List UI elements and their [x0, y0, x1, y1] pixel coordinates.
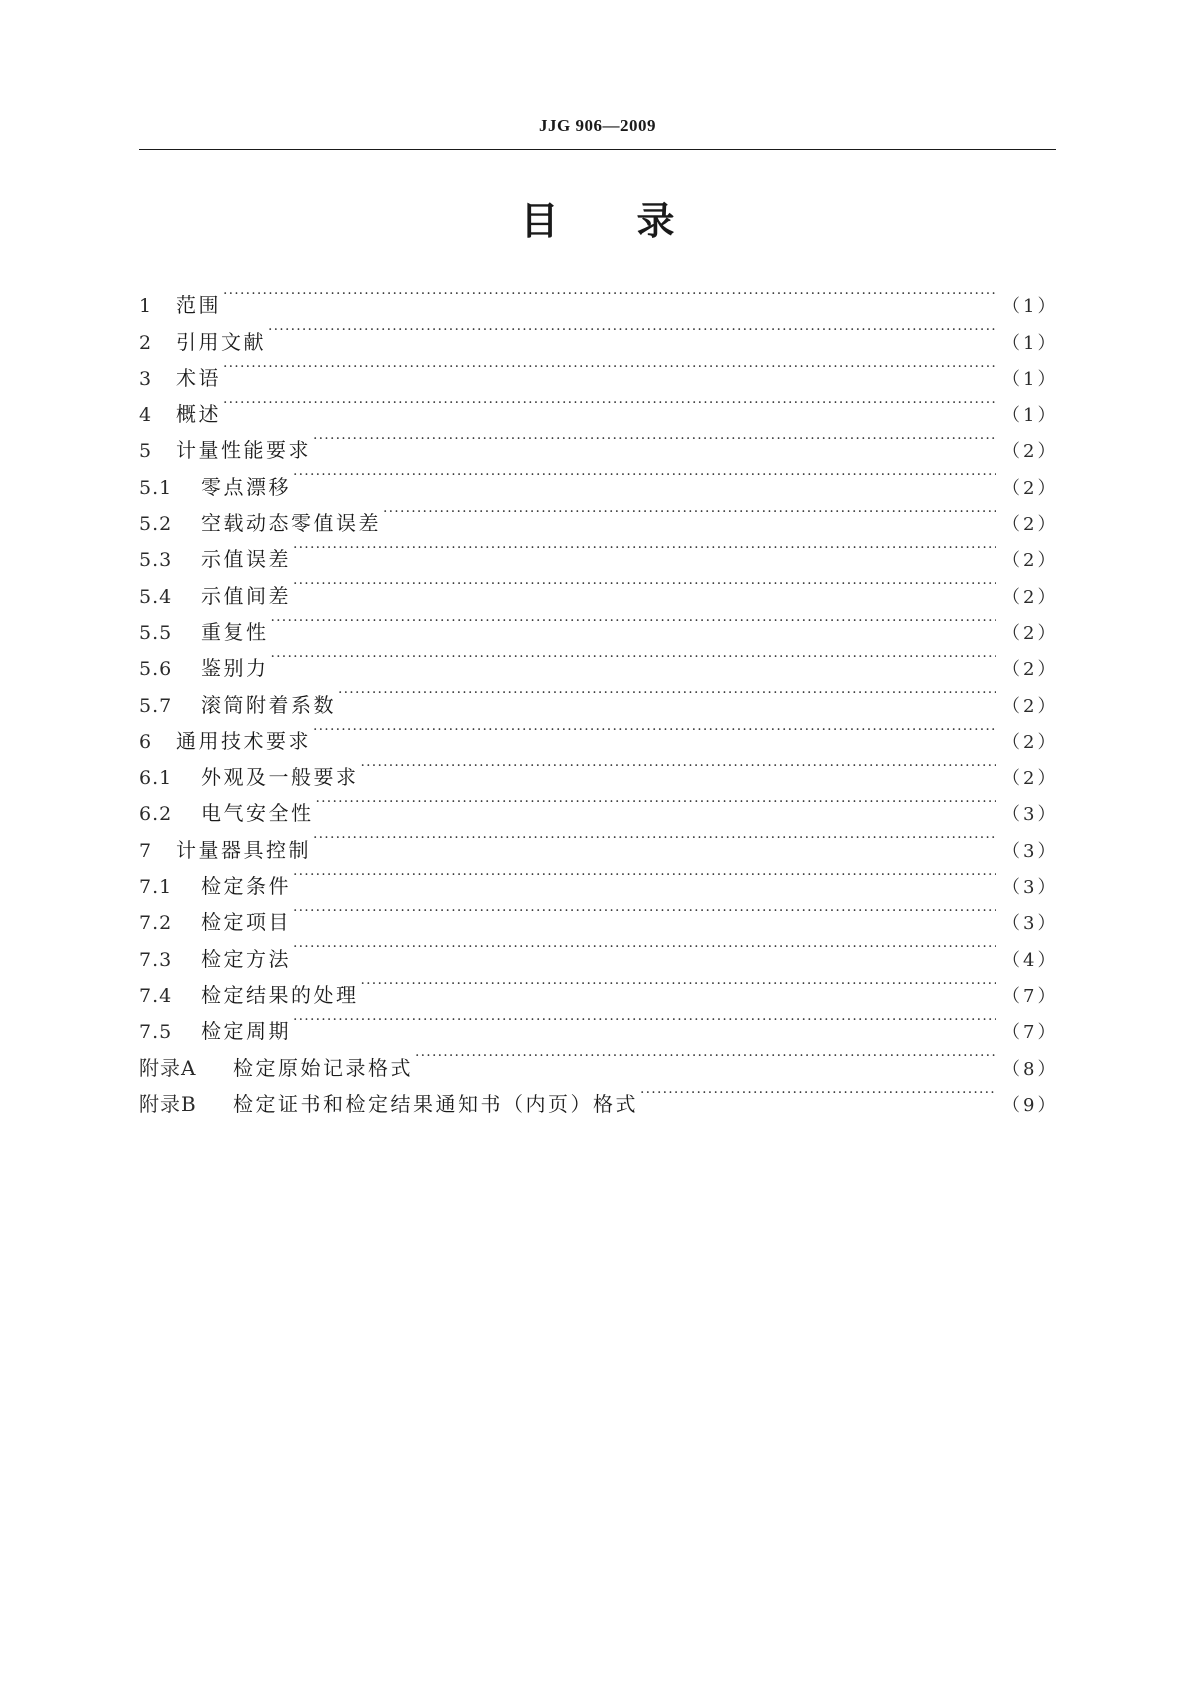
toc-entry[interactable] — [139, 312, 1059, 354]
toc-entry-number: 5.5 — [139, 621, 173, 644]
toc-entry-page: （2） — [1002, 695, 1059, 717]
toc-dot-leader — [293, 457, 996, 493]
toc-dot-leader — [223, 385, 996, 421]
toc-entry-number: 2 — [139, 331, 153, 354]
toc-entry-number: 7 — [139, 839, 153, 862]
toc-entry-label: 范围 — [176, 293, 221, 318]
toc-entry-page: （4） — [1002, 949, 1059, 971]
toc-entry-number: 7.2 — [139, 912, 173, 935]
toc-entry-page: （3） — [1002, 840, 1059, 862]
toc-dot-leader — [223, 349, 996, 385]
toc-dot-leader — [293, 566, 996, 602]
toc-entry-number: 5.6 — [139, 658, 173, 681]
toc-entry-label: 计量器具控制 — [176, 837, 311, 862]
toc-entry-page: （3） — [1002, 913, 1059, 935]
toc-entry-number: 6.2 — [139, 803, 173, 826]
toc-entry-label: 检定项目 — [201, 910, 291, 935]
toc-entry-number: 5.3 — [139, 549, 173, 572]
toc-entry[interactable] — [139, 639, 1059, 681]
toc-entry-page: （7） — [1002, 985, 1059, 1007]
toc-dot-leader — [271, 603, 997, 639]
toc-entry-label: 检定方法 — [201, 946, 291, 971]
toc-entry-number: 6.1 — [139, 767, 173, 790]
toc-entry[interactable] — [139, 603, 1059, 644]
toc-entry-number: 7.5 — [139, 1021, 173, 1044]
toc-entry-page: （2） — [1002, 768, 1059, 790]
toc-entry-label: 鉴别力 — [201, 656, 269, 681]
toc-dot-leader — [338, 675, 996, 711]
toc-entry-page: （3） — [1002, 877, 1059, 899]
toc-entry-page: （2） — [1002, 514, 1059, 536]
toc-entry[interactable] — [139, 675, 1059, 717]
toc-entry-page: （2） — [1002, 731, 1059, 753]
toc-entry-number: 3 — [139, 367, 153, 390]
toc-entry-number: 1 — [139, 295, 153, 318]
toc-dot-leader — [415, 1038, 996, 1074]
toc-entry-page: （8） — [1002, 1058, 1059, 1080]
toc-entry[interactable] — [139, 276, 1059, 318]
toc-entry-page: （1） — [1002, 296, 1059, 318]
toc-entry-label: 示值误差 — [201, 547, 291, 572]
toc-entry-page: （2） — [1002, 622, 1059, 644]
toc-entry-page: （7） — [1002, 1022, 1059, 1044]
toc-dot-leader — [271, 639, 997, 675]
toc-entry-label: 引用文献 — [176, 329, 266, 354]
toc-dot-leader — [223, 276, 996, 312]
toc-entry-page: （3） — [1002, 804, 1059, 826]
toc-dot-leader — [293, 893, 996, 929]
toc-entry-number: 5.1 — [139, 476, 173, 499]
toc-entry-label: 空载动态零值误差 — [201, 511, 381, 536]
toc-entry-page: （9） — [1002, 1094, 1059, 1116]
toc-dot-leader — [361, 748, 997, 784]
toc-dot-leader — [268, 312, 996, 348]
toc-entry-page: （2） — [1002, 550, 1059, 572]
toc-entry-label: 检定原始记录格式 — [233, 1055, 413, 1080]
toc-entry-label: 滚筒附着系数 — [201, 692, 336, 717]
toc-dot-leader — [361, 966, 997, 1002]
toc-entry[interactable] — [139, 385, 1059, 427]
toc-entry-label: 检定结果的处理 — [201, 982, 359, 1007]
toc-entry[interactable] — [139, 349, 1059, 390]
toc-entry-page: （2） — [1002, 441, 1059, 463]
toc-entry-page: （1） — [1002, 405, 1059, 427]
toc-entry-label: 术语 — [176, 365, 221, 390]
toc-entry[interactable] — [139, 421, 1059, 463]
toc-dot-leader — [640, 1075, 996, 1111]
toc-entry-label: 电气安全性 — [201, 801, 314, 826]
toc-entry-number: 5.2 — [139, 513, 173, 536]
toc-entry-number: 6 — [139, 730, 153, 753]
toc-dot-leader — [293, 857, 996, 893]
toc-dot-leader — [383, 494, 996, 530]
toc-entry-page: （1） — [1002, 332, 1059, 354]
toc-entry-label: 概述 — [176, 402, 221, 427]
header-rule — [139, 149, 1056, 150]
toc-entry-number: 5 — [139, 440, 153, 463]
toc-entry-number: 7.4 — [139, 984, 173, 1007]
toc-entry-page: （2） — [1002, 477, 1059, 499]
toc-dot-leader — [313, 421, 996, 457]
toc-entry-label: 重复性 — [201, 619, 269, 644]
toc-title: 目录 — [520, 199, 753, 243]
toc-dot-leader — [316, 784, 997, 820]
toc-entry-label: 通用技术要求 — [176, 728, 311, 753]
toc-entry-number: 5.4 — [139, 585, 173, 608]
toc-entry-label: 计量性能要求 — [176, 438, 311, 463]
toc-dot-leader — [313, 820, 996, 856]
toc-entry-number: 4 — [139, 404, 153, 427]
toc-list — [139, 276, 1059, 1116]
toc-entry-number: 7.3 — [139, 948, 173, 971]
toc-entry-label: 检定条件 — [201, 874, 291, 899]
toc-dot-leader — [313, 712, 996, 748]
toc-dot-leader — [293, 929, 996, 965]
toc-entry-label: 外观及一般要求 — [201, 765, 359, 790]
toc-entry-page: （2） — [1002, 659, 1059, 681]
document-code-header: JJG 906—2009 — [539, 116, 656, 135]
toc-entry-page: （1） — [1002, 368, 1059, 390]
toc-entry-label: 检定证书和检定结果通知书（内页）格式 — [233, 1091, 638, 1116]
toc-entry-number: 附录B — [139, 1091, 197, 1116]
toc-entry-label: 示值间差 — [201, 583, 291, 608]
toc-entry-number: 附录A — [139, 1055, 197, 1080]
toc-entry-number: 5.7 — [139, 694, 173, 717]
toc-entry-number: 7.1 — [139, 876, 173, 899]
toc-entry-label: 零点漂移 — [201, 474, 291, 499]
toc-entry-label: 检定周期 — [201, 1019, 291, 1044]
toc-entry-page: （2） — [1002, 586, 1059, 608]
toc-dot-leader — [293, 1002, 996, 1038]
toc-dot-leader — [293, 530, 996, 566]
